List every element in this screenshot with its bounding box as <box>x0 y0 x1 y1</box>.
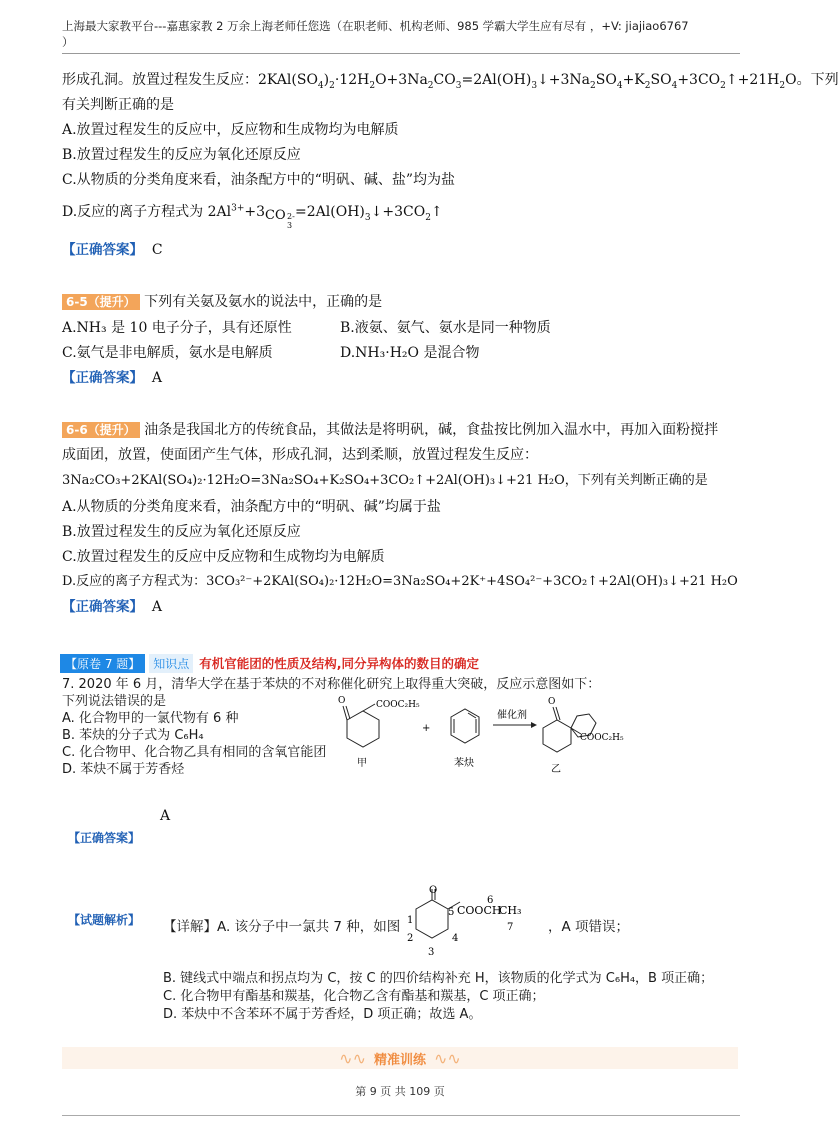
label-yi: 乙 <box>551 764 561 775</box>
q7-answer-value: A <box>160 808 171 824</box>
q66-option-d: D.反应的离子方程式为：3CO₃²⁻+2KAl(SO₄)₂·12H₂O=3Na₂SO₄+2K⁺+4SO₄²⁻+3CO₂↑+2Al(OH)₃↓+21 H₂O <box>62 574 738 589</box>
q-prev-option-a: A.放置过程发生的反应中，反应物和生成物均为电解质 <box>62 122 399 138</box>
struct-ch3: CH₃ <box>499 904 522 917</box>
q7-answer-label: 【正确答案】 <box>68 831 141 845</box>
q65-option-c: C.氨气是非电解质，氨水是电解质 <box>62 345 273 361</box>
page-number: 第 9 页 共 109 页 <box>355 1085 445 1098</box>
q65-option-b: B.液氨、氨气、氨水是同一种物质 <box>340 320 551 336</box>
q66-option-b: B.放置过程发生的反应为氧化还原反应 <box>62 524 301 540</box>
q66-number-badge: 6-6（提升） <box>62 422 140 438</box>
q7-stem-2: 下列说法错误的是 <box>62 694 167 709</box>
q65-option-a: A.NH₃ 是 10 电子分子，具有还原性 <box>62 320 292 336</box>
section-banner: ∿∿ 精准训练 ∿∿ <box>62 1047 738 1069</box>
knowledge-point-text: 有机官能团的性质及结构,同分异构体的数目的确定 <box>199 656 480 671</box>
analysis-line-a-end: ，A 项错误； <box>548 919 630 935</box>
struct-num-5: 5 <box>448 907 455 918</box>
q65-answer: 【正确答案】 A <box>62 370 163 386</box>
reaction-scheme <box>325 692 624 780</box>
footer-divider <box>62 1115 740 1116</box>
q66-option-a: A.从物质的分类角度来看，油条配方中的“明矾、碱”均属于盐 <box>62 499 441 515</box>
plus-sign: + <box>422 723 431 734</box>
q7-option-a: A. 化合物甲的一氯代物有 6 种 <box>62 711 239 726</box>
label-jia: 甲 <box>357 758 367 769</box>
q-prev-option-c: C.从物质的分类角度来看，油条配方中的“明矾、碱、盐”均为盐 <box>62 172 455 188</box>
struct-num-2: 2 <box>407 933 414 944</box>
yi-oxygen: O <box>548 697 556 707</box>
label-benzyne: 苯炔 <box>454 758 474 769</box>
page-header <box>62 18 742 50</box>
analysis-label: 【试题解析】 <box>68 913 141 927</box>
q7-option-c: C. 化合物甲、化合物乙具有相同的含氧官能团 <box>62 745 327 760</box>
struct-num-1: 1 <box>407 915 414 926</box>
compound-yi-structure <box>543 707 596 752</box>
header-line-1: 上海最大家教平台---嘉惠家教 2 万余上海老师任您选（在职老师、机构老师、985 学霸大学生应有尽有 ，+V: jiajiao6767 <box>62 19 689 33</box>
struct-num-6: 6 <box>487 895 494 906</box>
q7-option-d: D. 苯炔不属于芳香烃 <box>62 762 185 777</box>
q65-stem: 6-5（提升） 下列有关氨及氨水的说法中，正确的是 <box>62 292 382 312</box>
struct-num-3: 3 <box>428 947 435 958</box>
q65-number-badge: 6-5（提升） <box>62 294 140 310</box>
q-prev-option-b: B.放置过程发生的反应为氧化还原反应 <box>62 147 301 163</box>
q-prev-option-d: D.反应的离子方程式为 $2Al^{3+}+3$ CO 2- 3 $=2Al(OH)_3↓+3CO_2↑$ <box>62 203 443 230</box>
struct-num-7: 7 <box>507 922 514 933</box>
q66-stem-1: 6-6（提升） 油条是我国北方的传统食品，其做法是将明矾，碱，食盐按比例加入温水中，再加入面粉搅拌 <box>62 420 718 440</box>
section-banner-title: 精准训练 <box>373 1052 426 1068</box>
benzyne-structure <box>451 709 479 743</box>
q7-option-b: B. 苯炔的分子式为 C₆H₄ <box>62 728 204 743</box>
q-prev-answer: 【正确答案】 C <box>62 242 163 258</box>
yi-ester: COOC₂H₅ <box>580 733 624 743</box>
q66-stem-2: 成面团，放置，使面团产生气体，形成孔洞，达到柔顺，放置过程发生反应： <box>62 447 538 463</box>
q-prev-line-1: 形成孔洞。放置过程发生反应：$2KAl(SO_4)_2\cdot 12H_2O+3Na_2CO_3=2Al(OH)_3↓+3Na_2SO_4+K_2SO_4+3CO_2↑+21H_2O$。下列 <box>62 72 839 91</box>
header-line-2: ） <box>62 35 74 49</box>
q66-equation: 3Na₂CO₃+2KAl(SO₄)₂·12H₂O=3Na₂SO₄+K₂SO₄+3CO₂↑+2Al(OH)₃↓+21 H₂O，下列有关判断正确的是 <box>62 473 708 488</box>
analysis-line-b: B. 键线式中端点和拐点均为 C，按 C 的四价结构补充 H，该物质的化学式为 C₆H₄，B 项正确； <box>163 971 714 986</box>
analysis-line-d: D. 苯炔中不含苯环不属于芳香烃，D 项正确；故选 A。 <box>163 1007 482 1022</box>
source-question-badge: 【原卷 7 题】 <box>60 654 145 673</box>
q66-option-c: C.放置过程发生的反应中反应物和生成物均为电解质 <box>62 549 385 565</box>
jia-oxygen: O <box>338 696 346 706</box>
analysis-line-c: C. 化合物甲有酯基和羰基，化合物乙含有酯基和羰基，C 项正确； <box>163 989 545 1004</box>
header-divider <box>62 53 740 54</box>
jia-ester: COOC₂H₅ <box>376 700 420 710</box>
catalyst-label: 催化剂 <box>497 710 527 721</box>
reaction-arrowhead <box>531 722 537 728</box>
analysis-structure-diagram <box>402 885 542 963</box>
compound-jia-structure <box>343 704 379 747</box>
struct-ester: COOCH <box>457 904 502 917</box>
knowledge-point-label: 知识点 <box>149 654 193 673</box>
q7-stem-1: 7. 2020 年 6 月，清华大学在基于苯炔的不对称催化研究上取得重大突破，反应示意图如下： <box>62 677 601 692</box>
analysis-line-a-start: 【详解】A. 该分子中一氯共 7 种，如图 <box>163 919 401 935</box>
q65-option-d: D.NH₃·H₂O 是混合物 <box>340 345 480 361</box>
q66-answer: 【正确答案】 A <box>62 599 163 615</box>
struct-num-4: 4 <box>452 933 459 944</box>
q-prev-line-2: 有关判断正确的是 <box>62 97 174 113</box>
struct-oxygen: O <box>429 885 438 896</box>
knowledge-point-bar <box>60 654 479 672</box>
